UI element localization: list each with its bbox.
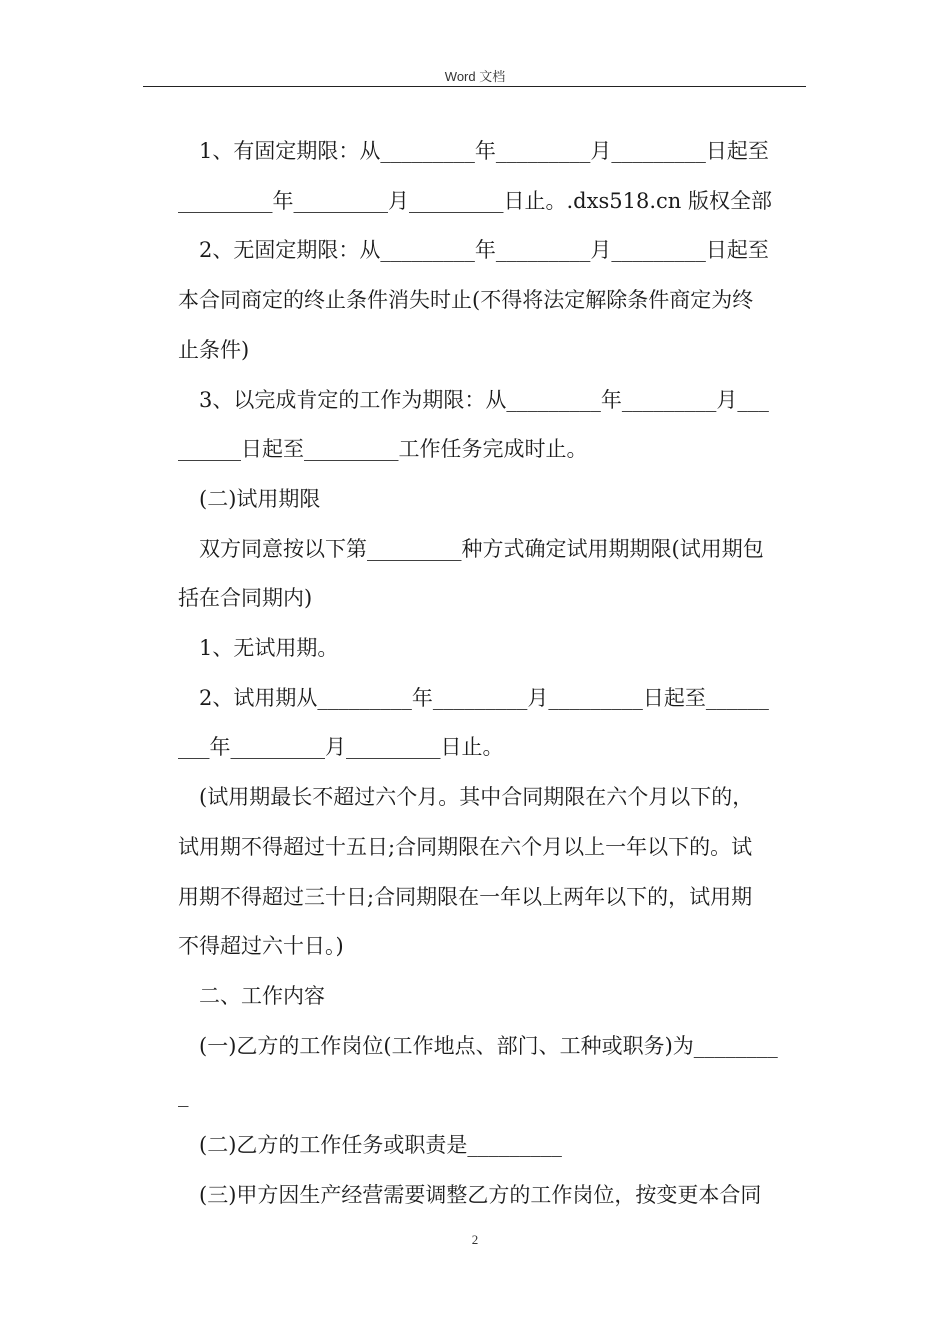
- paragraph-line: (试用期最长不超过六个月。其中合同期限在六个月以下的，: [199, 785, 754, 810]
- section-heading: (二)试用期限: [199, 486, 321, 511]
- paragraph-line: ___年_________月_________日止。: [178, 735, 504, 760]
- page-number: 2: [471, 1232, 479, 1247]
- paragraph-line: 用期不得超过三十日;合同期限在一年以上两年以下的，试用期: [178, 884, 753, 909]
- paragraph-line: (三)甲方因生产经营需要调整乙方的工作岗位，按变更本合同: [199, 1182, 762, 1207]
- paragraph-line: 3、以完成肯定的工作为期限：从_________年_________月___: [199, 387, 769, 412]
- paragraph-line: _________年_________月_________日止。.dxs518.cn 版权全部: [178, 188, 772, 213]
- paragraph-line: 1、无试用期。: [199, 636, 339, 661]
- paragraph-line: _: [178, 1083, 189, 1108]
- paragraph-line: (一)乙方的工作岗位(工作地点、部门、工种或职务)为________: [199, 1033, 778, 1058]
- page-header: Word 文档: [444, 69, 506, 84]
- paragraph-line: 本合同商定的终止条件消失时止(不得将法定解除条件商定为终: [178, 288, 754, 313]
- paragraph-line: (二)乙方的工作任务或职责是_________: [199, 1133, 562, 1158]
- paragraph-line: 试用期不得超过十五日;合同期限在六个月以上一年以下的。试: [178, 834, 753, 859]
- paragraph-line: ______日起至_________工作任务完成时止。: [178, 437, 588, 462]
- paragraph-line: 双方同意按以下第_________种方式确定试用期期限(试用期包: [199, 536, 764, 561]
- paragraph-line: 止条件): [178, 337, 250, 362]
- paragraph-line: 2、无固定期限：从_________年_________月_________日起至: [199, 238, 769, 263]
- paragraph-line: 不得超过六十日。): [178, 934, 344, 959]
- section-heading: 二、工作内容: [199, 983, 325, 1008]
- header-rule: [143, 86, 806, 87]
- document-body: [178, 127, 803, 1220]
- paragraph-line: 1、有固定期限：从_________年_________月_________日起至: [199, 139, 769, 163]
- paragraph-line: 2、试用期从_________年_________月_________日起至______: [199, 685, 769, 710]
- paragraph-line: 括在合同期内): [178, 586, 313, 611]
